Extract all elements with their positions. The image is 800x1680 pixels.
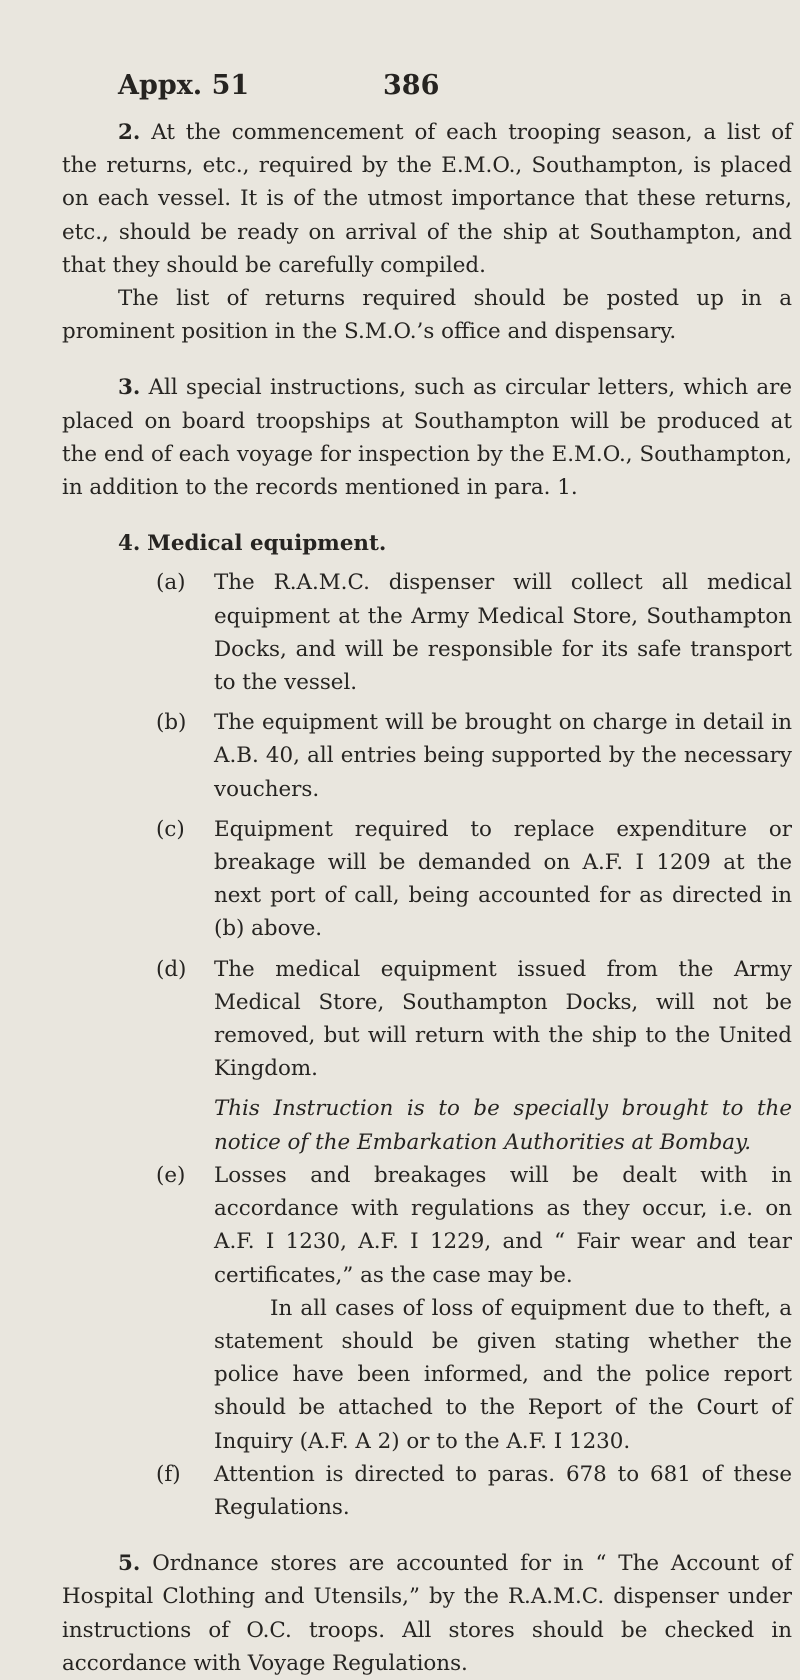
- paragraph-text: At the commencement of each trooping season, a list of the returns, etc., required by the E.M.O., Southampton, is placed on each vessel. It is of the utmost importance that these returns, etc., should be ready on arrival of the ship at Southampton, and that they should be carefully compiled.: [62, 120, 792, 278]
- list-item: [62, 706, 792, 806]
- paragraph-5: [62, 1547, 792, 1680]
- item-text: The equipment will be brought on charge in detail in A.B. 40, all entries being supported by the necessary vouchers.: [214, 710, 792, 802]
- list-item: [62, 953, 792, 1086]
- paragraph-number: 4.: [118, 531, 141, 557]
- item-label: (c): [156, 816, 185, 842]
- medical-equipment-items: [62, 566, 792, 1524]
- italic-instruction-note: This Instruction is to be specially brought to the notice of the Embarkation Authorities at Bombay.: [214, 1096, 792, 1155]
- item-label: (b): [156, 710, 187, 736]
- paragraph-number: 3.: [118, 375, 141, 401]
- paragraph-3: [62, 371, 792, 504]
- document-body: [62, 116, 792, 1680]
- section-heading: Medical equipment.: [147, 531, 387, 557]
- paragraph-number: 5.: [118, 1551, 141, 1577]
- list-item: [62, 1458, 792, 1524]
- item-label: (d): [156, 956, 187, 982]
- list-item: [62, 1159, 792, 1292]
- item-label: (e): [156, 1162, 186, 1188]
- item-text: Equipment required to replace expenditure or breakage will be demanded on A.F. I 1209 at the next port of call, being accounted for as directed in (b) above.: [214, 816, 792, 942]
- item-e-subparagraph: In all cases of loss of equipment due to theft, a statement should be given stating whether the police have been informed, and the police report should be attached to the Report of the Court of Inquiry (A.F. A 2) or to the A.F. I 1230.: [214, 1295, 792, 1454]
- page-number: 386: [383, 70, 440, 101]
- item-label: (f): [156, 1461, 181, 1487]
- item-text: Losses and breakages will be dealt with in accordance with regulations as they occur, i.e. on A.F. I 1230, A.F. I 1229, and “ Fair wear and tear certificates,” as the case may be.: [214, 1162, 792, 1288]
- paragraph-number: 2.: [118, 120, 141, 145]
- paragraph-text: Ordnance stores are accounted for in “ The Account of Hospital Clothing and Utensils,” by the R.A.M.C. dispenser under instructions of O.C. troops. All stores should be checked in accordance with Voyage Regulations.: [62, 1551, 792, 1676]
- running-header: [118, 70, 718, 104]
- list-item: [62, 813, 792, 946]
- paragraph-2: [62, 116, 792, 282]
- paragraph-text: All special instructions, such as circular letters, which are placed on board troopships at Southampton will be produced at the end of each voyage for inspection by the E.M.O., Southampton, in addition to the records mentioned in para. 1.: [62, 375, 792, 501]
- paragraph-2-continuation: The list of returns required should be posted up in a prominent position in the S.M.O.’s office and dispensary.: [62, 286, 792, 345]
- paragraph-4-heading: [62, 527, 792, 560]
- item-text: The medical equipment issued from the Army Medical Store, Southampton Docks, will not be removed, but will return with the ship to the United Kingdom.: [214, 956, 792, 1082]
- appendix-label: Appx. 51: [118, 70, 250, 101]
- item-text: The R.A.M.C. dispenser will collect all medical equipment at the Army Medical Store, Southampton Docks, and will be responsible for its safe transport to the vessel.: [214, 570, 792, 696]
- item-text: Attention is directed to paras. 678 to 681 of these Regulations.: [214, 1461, 792, 1520]
- list-item: [62, 566, 792, 699]
- item-label: (a): [156, 570, 186, 596]
